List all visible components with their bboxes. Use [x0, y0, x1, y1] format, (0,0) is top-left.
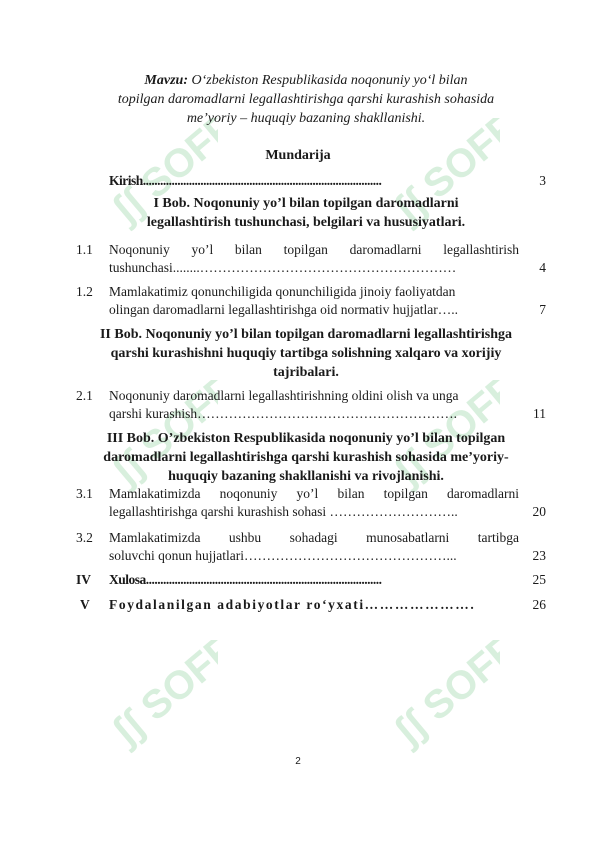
topic-prefix: Mavzu:: [144, 73, 188, 88]
toc-page-number: 11: [533, 406, 546, 421]
toc-page-number: 3: [539, 173, 546, 188]
chapter-title-line: qarshi kurashishni huquqiy tartibga solishning xalqaro va xorijiy: [110, 346, 502, 361]
toc-entry-line: tushunchasi........…………………………………………………: [109, 260, 457, 275]
topic-header: [86, 71, 526, 128]
chapter-title-line: legallashtirish tushunchasi, belgilari va hususiyatlari.: [146, 215, 466, 230]
topic-text-1: O‘zbekiston Respublikasida noqonuniy yo‘l bilan: [191, 73, 468, 88]
watermark-logo: [370, 640, 500, 770]
chapter-2-title[interactable]: [56, 325, 556, 382]
toc-entry-text: Xulosa..................................................................................: [109, 572, 382, 587]
toc-entry-number: 3.2: [76, 530, 93, 545]
topic-line-1: [86, 71, 526, 90]
chapter-1-title[interactable]: [86, 194, 526, 232]
toc-entry-number: IV: [76, 572, 92, 587]
topic-line-3: me’yoriy – huquqiy bazaning shakllanishi.: [186, 111, 426, 126]
chapter-title-line: III Bob. O’zbekiston Respublikasida noqonuniy yo’l bilan topilgan: [106, 431, 506, 446]
chapter-title-line: daromadlarni legallashtirishga qarshi kurashish sohasida me’yoriy-: [103, 450, 509, 465]
toc-entry-number: 3.1: [76, 486, 93, 501]
chapter-title-line: huquqiy bazaning shakllanishi va rivojlanishi.: [168, 469, 444, 484]
toc-entry-line: legallashtirishga qarshi kurashish sohasi ………………………..: [109, 504, 458, 519]
toc-entry-text: Kirish...................................................................................: [109, 173, 382, 188]
toc-entry-number: 1.2: [76, 284, 93, 299]
page-number: 2: [295, 756, 301, 767]
toc-entry-line: soluvchi qonun hujjatlari………………………………………...: [109, 548, 457, 563]
chapter-title-line: II Bob. Noqonuniy yo’l bilan topilgan daromadlarni legallashtirishga: [99, 327, 513, 342]
toc-title: Mundarija: [265, 148, 331, 163]
toc-page-number: 25: [532, 572, 546, 587]
svg-text:ʃʃ SOFF: ʃʃ SOFF: [386, 118, 500, 232]
topic-line-2: topilgan daromadlarni legallashtirishga qarshi kurashish sohasida: [117, 92, 495, 107]
toc-page-number: 4: [539, 260, 546, 275]
svg-text:ʃʃ SOFF: ʃʃ SOFF: [386, 380, 500, 494]
chapter-3-title[interactable]: [56, 429, 556, 486]
toc-entry-number: V: [80, 597, 90, 612]
svg-text:ʃʃ SOFF: ʃʃ SOFF: [104, 640, 218, 754]
toc-page-number: 23: [532, 548, 546, 563]
toc-entry-line: Noqonuniy daromadlarni legallashtirishning oldini olish va unga: [109, 388, 459, 403]
toc-entry-line: Mamlakatimizda noqonuniy yo’l bilan topilgan daromadlarni: [109, 486, 519, 501]
toc-entry-number: 1.1: [76, 242, 93, 257]
toc-entry-line: olingan daromadlarni legallashtirishga oid normativ hujjatlar…..: [109, 302, 459, 317]
svg-text:ʃʃ SOFF: ʃʃ SOFF: [104, 118, 218, 232]
toc-entry-line: Mamlakatimiz qonunchiligida qonunchiligida jinoiy faoliyatdan: [109, 284, 456, 299]
svg-text:ʃʃ SOFF: ʃʃ SOFF: [386, 640, 500, 754]
toc-page-number: 20: [532, 504, 546, 519]
toc-page-number: 26: [532, 597, 546, 612]
chapter-title-line: I Bob. Noqonuniy yo’l bilan topilgan daromadlarni: [153, 196, 459, 211]
toc-entry-line: qarshi kurashish………………………………………………….: [109, 406, 457, 421]
toc-entry-number: 2.1: [76, 388, 93, 403]
toc-entry-line: Mamlakatimizda ushbu sohadagi munosabatlarni tartibga: [109, 530, 519, 545]
chapter-title-line: tajribalari.: [273, 365, 339, 380]
svg-text:ʃʃ SOFF: ʃʃ SOFF: [104, 380, 218, 494]
toc-page-number: 7: [539, 302, 546, 317]
toc-entry-text: Foydalanilgan adabiyotlar ro‘yxati………………….: [109, 597, 476, 612]
toc-entry-line: Noqonuniy yo’l bilan topilgan daromadlarni legallashtirish: [109, 242, 519, 257]
watermark-logo: [88, 640, 218, 770]
